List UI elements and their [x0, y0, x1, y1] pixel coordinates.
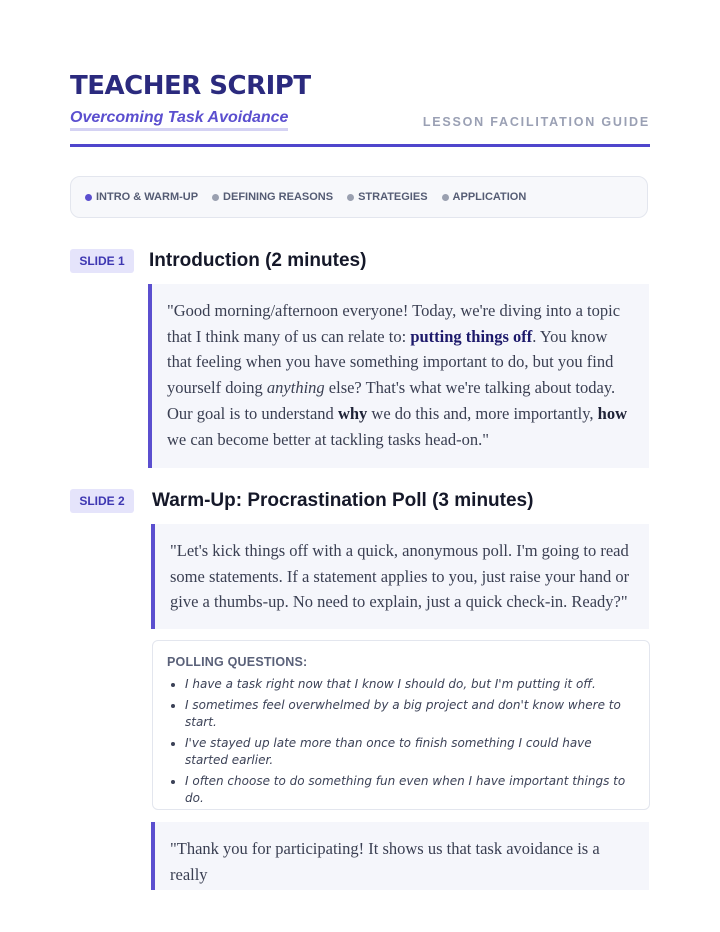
poll-question: • I sometimes feel overwhelmed by a big project and don't know where to start. [185, 697, 635, 731]
poll-question: • I've stayed up late more than once to finish something I could have started earlier. [185, 735, 635, 769]
section-nav [70, 176, 648, 218]
polling-questions-box [152, 640, 650, 810]
quote-bold: how [597, 403, 627, 423]
poll-question: • I often choose to do something fun even when I have important things to do. [185, 773, 635, 807]
guide-label: LESSON FACILITATION GUIDE [422, 115, 650, 129]
slide-badge-1: SLIDE 1 [70, 249, 134, 273]
poll-question-list [167, 676, 635, 807]
nav-item-label: DEFINING REASONS [223, 191, 334, 203]
dot-icon [442, 194, 449, 201]
slide-title-2: Warm-Up: Procrastination Poll (3 minutes) [152, 490, 534, 511]
poll-question: • I have a task right now that I know I should do, but I'm putting it off. [185, 676, 635, 693]
nav-item-application[interactable] [442, 191, 527, 203]
nav-item-label: INTRO & WARM-UP [96, 191, 199, 203]
quote-bold: why [337, 403, 368, 423]
slide-title-1: Introduction (2 minutes) [149, 250, 367, 271]
quote-text: . You know that feeling when you have something important to do, but you find yourself doing [167, 326, 614, 398]
quote-text: else? That's what we're talking about today. Our goal is to understand [167, 378, 616, 423]
quote-emphasis: anything [266, 378, 325, 398]
nav-item-defining-reasons[interactable] [212, 191, 333, 203]
nav-item-strategies[interactable] [347, 191, 427, 203]
nav-item-label: STRATEGIES [358, 191, 428, 203]
poll-title: POLLING QUESTIONS: [167, 655, 308, 669]
header-divider [70, 144, 650, 147]
quote-keyword: putting things off [410, 326, 533, 346]
nav-item-label: APPLICATION [452, 191, 527, 203]
page-title: TEACHER SCRIPT [70, 71, 311, 101]
script-quote-1 [148, 284, 649, 468]
quote-text: "Good morning/afternoon everyone! Today, we're diving into a topic that I think many of us can relate to: [167, 301, 621, 346]
script-quote-2: "Let's kick things off with a quick, anonymous poll. I'm going to read some statements. If a statement applies to you, just raise your hand or give a thumbs-up. No need to explain, just a quick check-in. Ready?" [151, 524, 649, 629]
quote-text: we do this and, more importantly, [367, 403, 598, 423]
dot-icon [347, 194, 354, 201]
slide-badge-2: SLIDE 2 [70, 489, 134, 513]
active-dot-icon [85, 194, 92, 201]
dot-icon [212, 194, 219, 201]
quote-text: we can become better at tackling tasks head-on." [167, 429, 489, 449]
nav-item-intro[interactable] [85, 191, 198, 203]
script-quote-3: "Thank you for participating! It shows us that task avoidance is a really [151, 822, 649, 890]
page-subtitle: Overcoming Task Avoidance [70, 108, 288, 131]
